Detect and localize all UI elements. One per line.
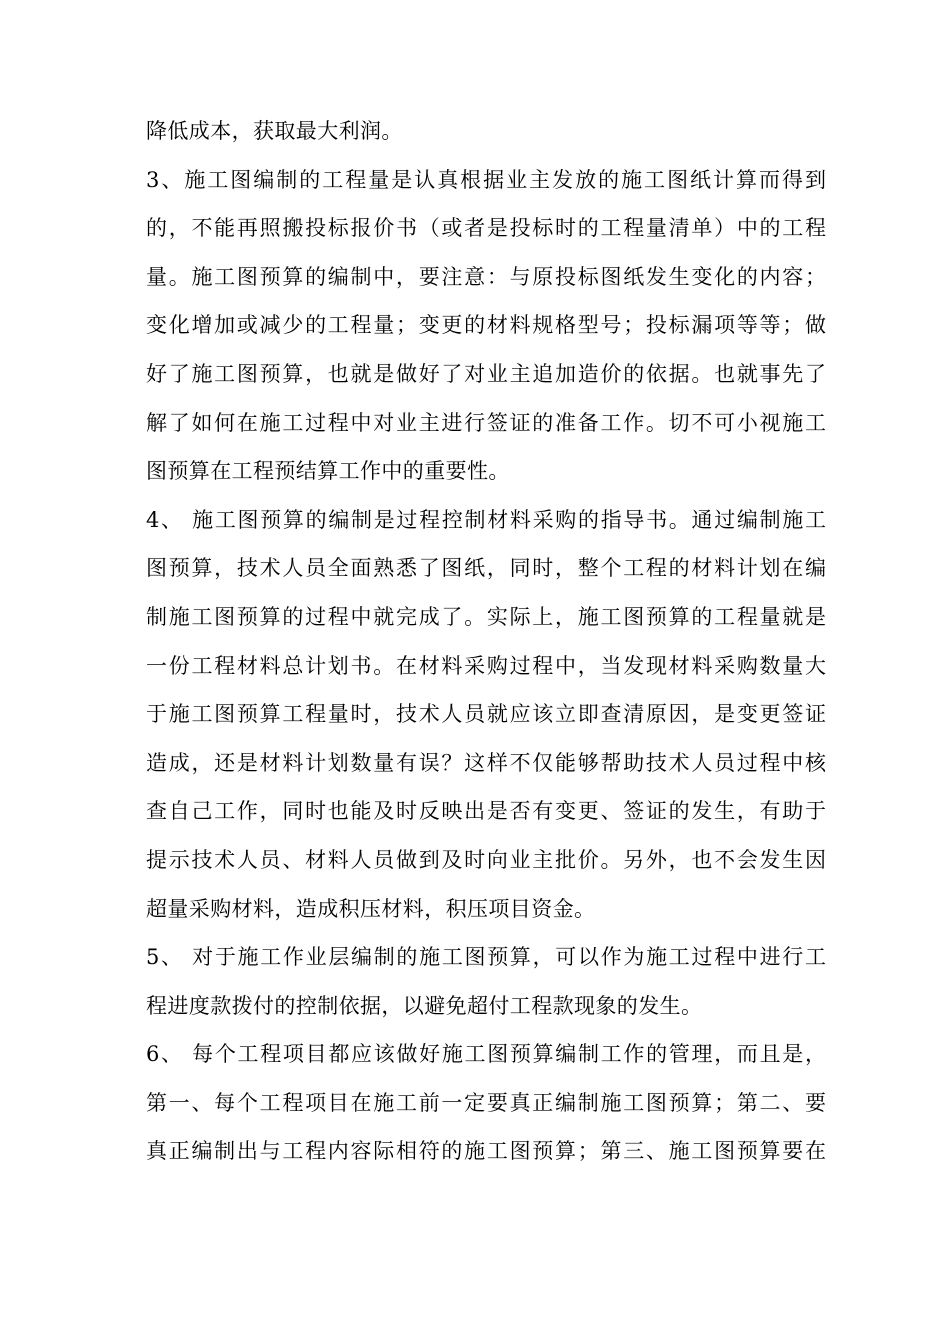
- text-line: 提示技术人员、材料人员做到及时向业主批价。另外，也不会发生因: [146, 847, 826, 872]
- text-line: 查自己工作，同时也能及时反映出是否有变更、签证的发生，有助于: [146, 799, 826, 824]
- text-line: 解了如何在施工过程中对业主进行签证的准备工作。切不可小视施工: [146, 410, 826, 435]
- text-line: 3、施工图编制的工程量是认真根据业主发放的施工图纸计算而得到: [146, 167, 826, 192]
- text-line: 5、 对于施工作业层编制的施工图预算，可以作为施工过程中进行工: [146, 945, 826, 970]
- body-text: [146, 107, 826, 1176]
- text-line: 程进度款拨付的控制依据，以避免超付工程款现象的发生。: [146, 993, 703, 1018]
- text-line: 造成，还是材料计划数量有误？这样不仅能够帮助技术人员过程中核: [146, 750, 826, 775]
- text-line: 图预算，技术人员全面熟悉了图纸，同时，整个工程的材料计划在编: [146, 556, 826, 581]
- text-line: 超量采购材料，造成积压材料，积压项目资金。: [146, 896, 596, 921]
- text-line: 制施工图预算的过程中就完成了。实际上，施工图预算的工程量就是: [146, 604, 826, 629]
- text-line: 一份工程材料总计划书。在材料采购过程中，当发现材料采购数量大: [146, 653, 826, 678]
- text-line: 量。施工图预算的编制中，要注意：与原投标图纸发生变化的内容；: [146, 264, 826, 289]
- text-line: 图预算在工程预结算工作中的重要性。: [146, 459, 510, 484]
- text-line: 好了施工图预算，也就是做好了对业主追加造价的依据。也就事先了: [146, 361, 826, 386]
- text-line: 变化增加或减少的工程量；变更的材料规格型号；投标漏项等等；做: [146, 313, 826, 338]
- text-line: 于施工图预算工程量时，技术人员就应该立即查清原因，是变更签证: [146, 702, 826, 727]
- text-line: 降低成本，获取最大利润。: [146, 119, 403, 143]
- text-line: 第一、每个工程项目在施工前一定要真正编制施工图预算；第二、要: [146, 1090, 826, 1115]
- text-line: 真正编制出与工程内容际相符的施工图预算；第三、施工图预算要在: [146, 1139, 826, 1164]
- text-line: 4、 施工图预算的编制是过程控制材料采购的指导书。通过编制施工: [146, 507, 826, 532]
- text-line: 6、 每个工程项目都应该做好施工图预算编制工作的管理，而且是，: [146, 1042, 826, 1067]
- text-line: 的，不能再照搬投标报价书（或者是投标时的工程量清单）中的工程: [146, 216, 826, 241]
